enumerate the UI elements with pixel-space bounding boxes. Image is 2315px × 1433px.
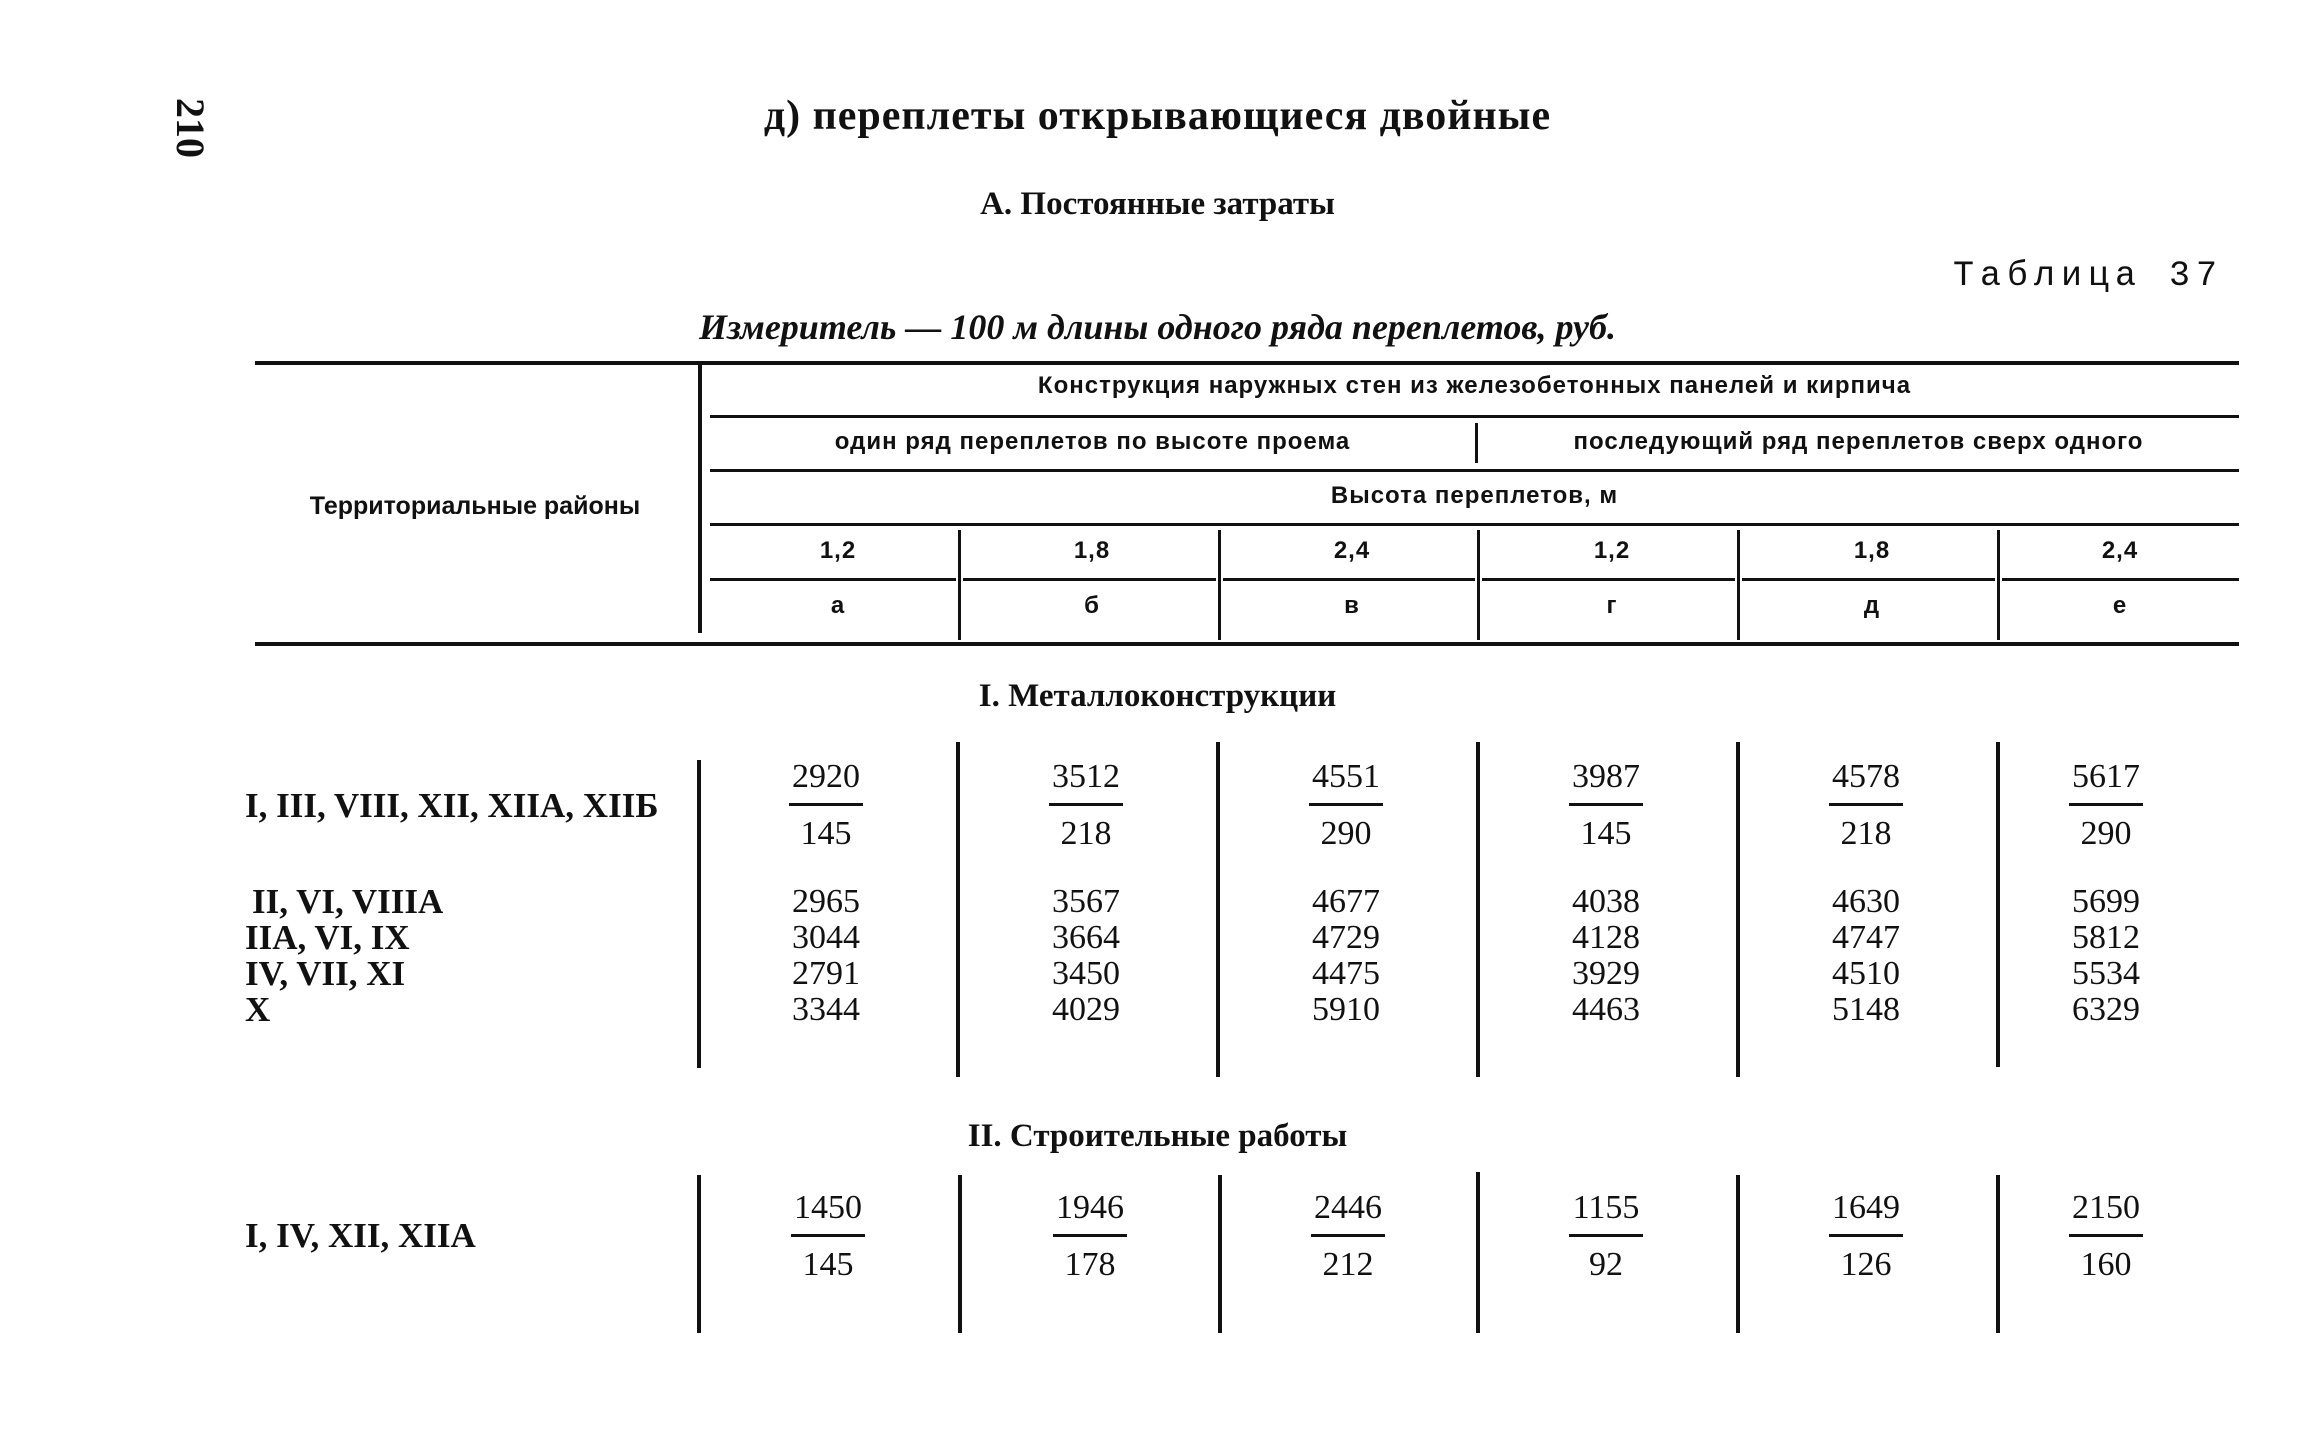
height-col-a: 1,2 <box>819 537 857 564</box>
fraction-cell <box>756 757 896 854</box>
table-cell: 3044 <box>792 919 860 956</box>
numerator: 4551 <box>1312 758 1380 795</box>
document-subtitle: А. Постоянные затраты <box>980 186 1335 222</box>
denominator: 178 <box>1064 1246 1116 1283</box>
table-cell: 5699 <box>2072 883 2140 920</box>
table-cell: 4475 <box>1312 955 1380 992</box>
fraction-cell <box>1016 757 1156 854</box>
table-cell: 4729 <box>1312 919 1380 956</box>
letter-col-d: г <box>1606 592 1618 619</box>
table-cell: 4029 <box>1052 991 1120 1028</box>
denominator: 145 <box>1580 815 1632 852</box>
fraction-cell <box>758 1188 898 1285</box>
table-cell: 5534 <box>2072 955 2140 992</box>
numerator: 1450 <box>794 1189 862 1226</box>
denominator: 218 <box>1840 815 1892 852</box>
letter-col-c: в <box>1344 592 1360 619</box>
region-row-label: IIA, VI, IX <box>245 918 410 957</box>
denominator: 212 <box>1322 1246 1374 1283</box>
group-one-header: один ряд переплетов по высоте проема <box>834 428 1351 455</box>
numerator: 3987 <box>1572 758 1640 795</box>
numerator: 1946 <box>1056 1189 1124 1226</box>
table-label: Таблица 37 <box>1952 256 2223 296</box>
denominator: 145 <box>800 815 852 852</box>
table-cell: 4747 <box>1832 919 1900 956</box>
fraction-cell <box>1278 1188 1418 1285</box>
denominator: 126 <box>1840 1246 1892 1283</box>
table-cell: 6329 <box>2072 991 2140 1028</box>
table-cell: 3450 <box>1052 955 1120 992</box>
table-cell: 2965 <box>792 883 860 920</box>
table-cell: 5148 <box>1832 991 1900 1028</box>
table-cell: 4463 <box>1572 991 1640 1028</box>
denominator: 145 <box>802 1246 854 1283</box>
section-title-metal: I. Металлоконструкции <box>978 678 1337 714</box>
height-col-f: 2,4 <box>2101 537 2139 564</box>
region-row-label: II, VI, VIIIA <box>252 882 444 921</box>
region-fraction-row-construction: I, IV, XII, XIIA <box>245 1216 476 1255</box>
table-cell: 5910 <box>1312 991 1380 1028</box>
height-col-d: 1,2 <box>1593 537 1631 564</box>
table-cell: 4677 <box>1312 883 1380 920</box>
fraction-cell <box>1536 1188 1676 1285</box>
table-cell: 4038 <box>1572 883 1640 920</box>
table-cell: 4630 <box>1832 883 1900 920</box>
table-cell: 5812 <box>2072 919 2140 956</box>
numerator: 4578 <box>1832 758 1900 795</box>
denominator: 92 <box>1589 1246 1623 1283</box>
table-cell: 3344 <box>792 991 860 1028</box>
fraction-cell <box>1020 1188 1160 1285</box>
numerator: 2920 <box>792 758 860 795</box>
height-col-c: 2,4 <box>1333 537 1371 564</box>
numerator: 2150 <box>2072 1189 2140 1226</box>
page-number: 210 <box>168 98 213 158</box>
row-header-label: Территориальные районы <box>309 492 641 520</box>
height-col-e: 1,8 <box>1853 537 1891 564</box>
denominator: 218 <box>1060 815 1112 852</box>
denominator: 160 <box>2080 1246 2132 1283</box>
letter-col-e: д <box>1863 592 1881 619</box>
numerator: 1155 <box>1572 1189 1640 1226</box>
denominator: 290 <box>2080 815 2132 852</box>
fraction-cell <box>1276 757 1416 854</box>
numerator: 2446 <box>1314 1189 1382 1226</box>
region-fraction-row-metal: I, III, VIII, XII, XIIA, XIIБ <box>245 786 659 825</box>
construction-header: Конструкция наружных стен из железобетонных панелей и кирпича <box>1037 372 1912 399</box>
letter-col-b: б <box>1084 592 1100 619</box>
numerator: 1649 <box>1832 1189 1900 1226</box>
fraction-cell <box>2036 757 2176 854</box>
table-cell: 4510 <box>1832 955 1900 992</box>
height-header: Высота переплетов, м <box>1330 482 1619 509</box>
letter-col-a: а <box>830 592 846 619</box>
table-cell: 3664 <box>1052 919 1120 956</box>
height-col-b: 1,8 <box>1073 537 1111 564</box>
denominator: 290 <box>1320 815 1372 852</box>
region-row-label: IV, VII, XI <box>245 954 406 993</box>
table-cell: 4128 <box>1572 919 1640 956</box>
group-next-header: последующий ряд переплетов сверх одного <box>1573 428 2144 455</box>
document-title: д) переплеты открывающиеся двойные <box>763 93 1552 139</box>
measure-caption: Измеритель — 100 м длины одного ряда переплетов, руб. <box>699 307 1616 347</box>
fraction-cell <box>2036 1188 2176 1285</box>
section-title-construction: II. Строительные работы <box>967 1118 1348 1154</box>
table-cell: 3929 <box>1572 955 1640 992</box>
table-cell: 3567 <box>1052 883 1120 920</box>
fraction-cell <box>1536 757 1676 854</box>
region-row-label: X <box>245 990 271 1029</box>
fraction-cell <box>1796 1188 1936 1285</box>
fraction-cell <box>1796 757 1936 854</box>
letter-col-f: е <box>2112 592 2128 619</box>
numerator: 5617 <box>2072 758 2140 795</box>
numerator: 3512 <box>1052 758 1120 795</box>
table-cell: 2791 <box>792 955 860 992</box>
